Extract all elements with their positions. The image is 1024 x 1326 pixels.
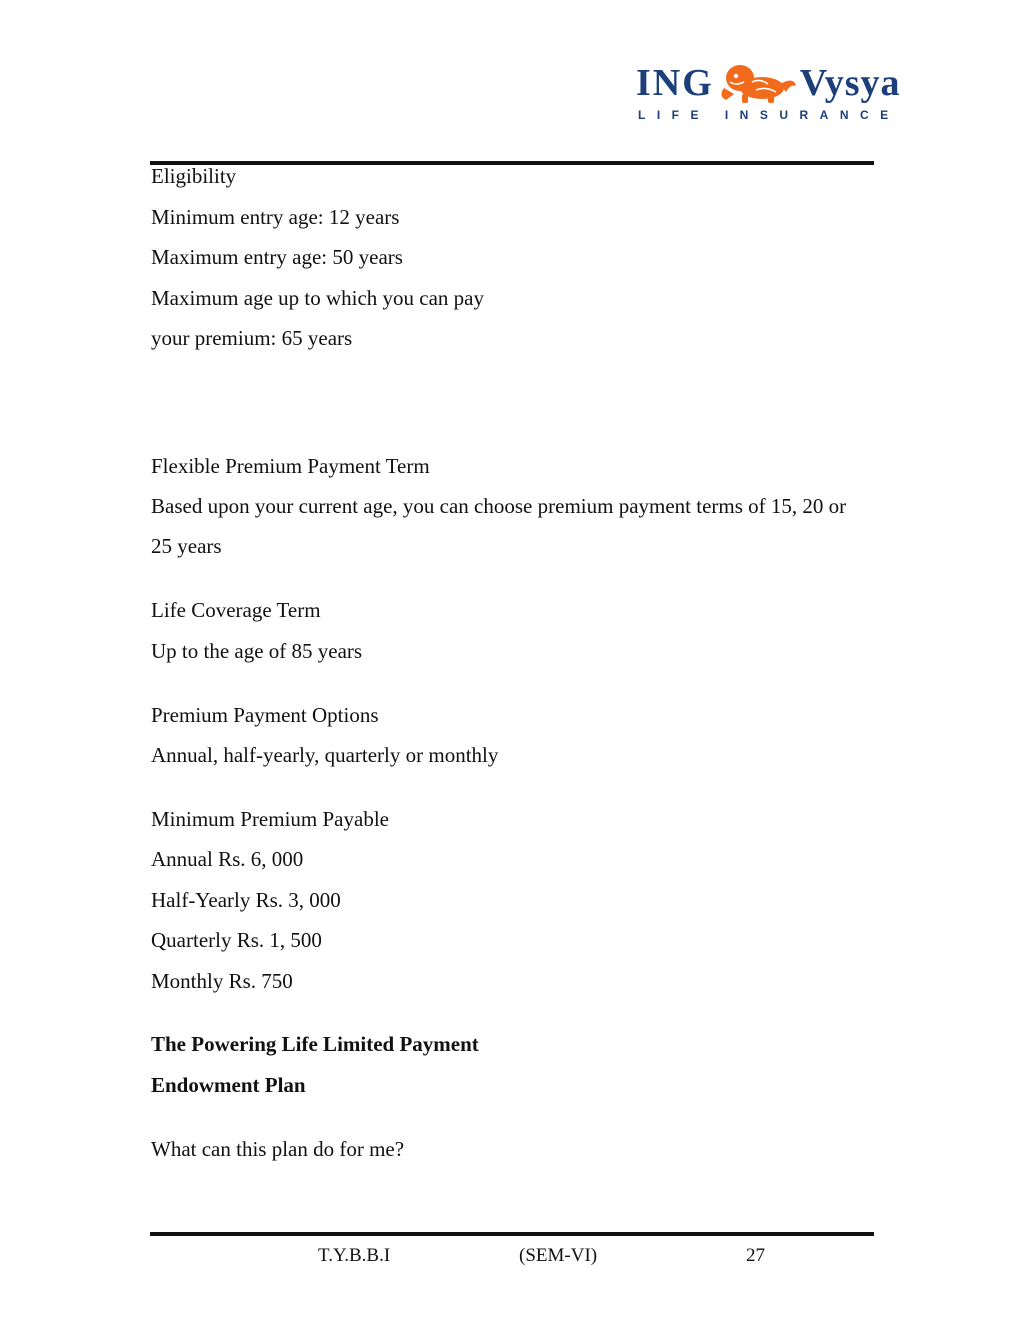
plan-title-line2: Endowment Plan: [151, 1073, 306, 1097]
payment-options-heading: Premium Payment Options: [151, 703, 379, 727]
plan-question: What can this plan do for me?: [151, 1137, 405, 1161]
coverage-term-heading: Life Coverage Term: [151, 598, 321, 622]
page-number: 27: [746, 1245, 765, 1266]
max-entry-age: Maximum entry age: 50 years: [151, 245, 403, 269]
company-logo: [636, 60, 936, 130]
minimum-premium-quarterly: Quarterly Rs. 1, 500: [151, 928, 322, 952]
footer-rule: [150, 1232, 874, 1236]
plan-title-line1: The Powering Life Limited Payment: [151, 1032, 479, 1056]
footer-course: T.Y.B.B.I: [318, 1245, 391, 1266]
logo-vysya-text: Vysya: [799, 62, 901, 104]
logo-tagline: LIFE INSURANCE: [638, 108, 900, 122]
minimum-premium-annual: Annual Rs. 6, 000: [151, 847, 304, 871]
header-rule: [150, 161, 874, 165]
flexible-term-text-line1: Based upon your current age, you can choose premium payment terms of 15, 20 or: [151, 494, 847, 518]
max-pay-age-line2: your premium: 65 years: [151, 326, 353, 350]
logo-ing-text: ING: [636, 62, 714, 104]
minimum-premium-monthly: Monthly Rs. 750: [151, 969, 293, 993]
flexible-term-text-line2: 25 years: [151, 534, 222, 558]
max-pay-age-line1: Maximum age up to which you can pay: [151, 286, 485, 310]
footer-semester: (SEM-VI): [519, 1245, 598, 1266]
coverage-term-text: Up to the age of 85 years: [151, 639, 363, 663]
lion-icon: [716, 62, 798, 104]
eligibility-heading: Eligibility: [151, 164, 237, 188]
payment-options-text: Annual, half-yearly, quarterly or monthly: [151, 743, 499, 767]
minimum-premium-half-yearly: Half-Yearly Rs. 3, 000: [151, 888, 341, 912]
flexible-term-heading: Flexible Premium Payment Term: [151, 454, 430, 478]
logo-wordmark: [636, 60, 901, 106]
min-entry-age: Minimum entry age: 12 years: [151, 205, 400, 229]
minimum-premium-heading: Minimum Premium Payable: [151, 807, 389, 831]
